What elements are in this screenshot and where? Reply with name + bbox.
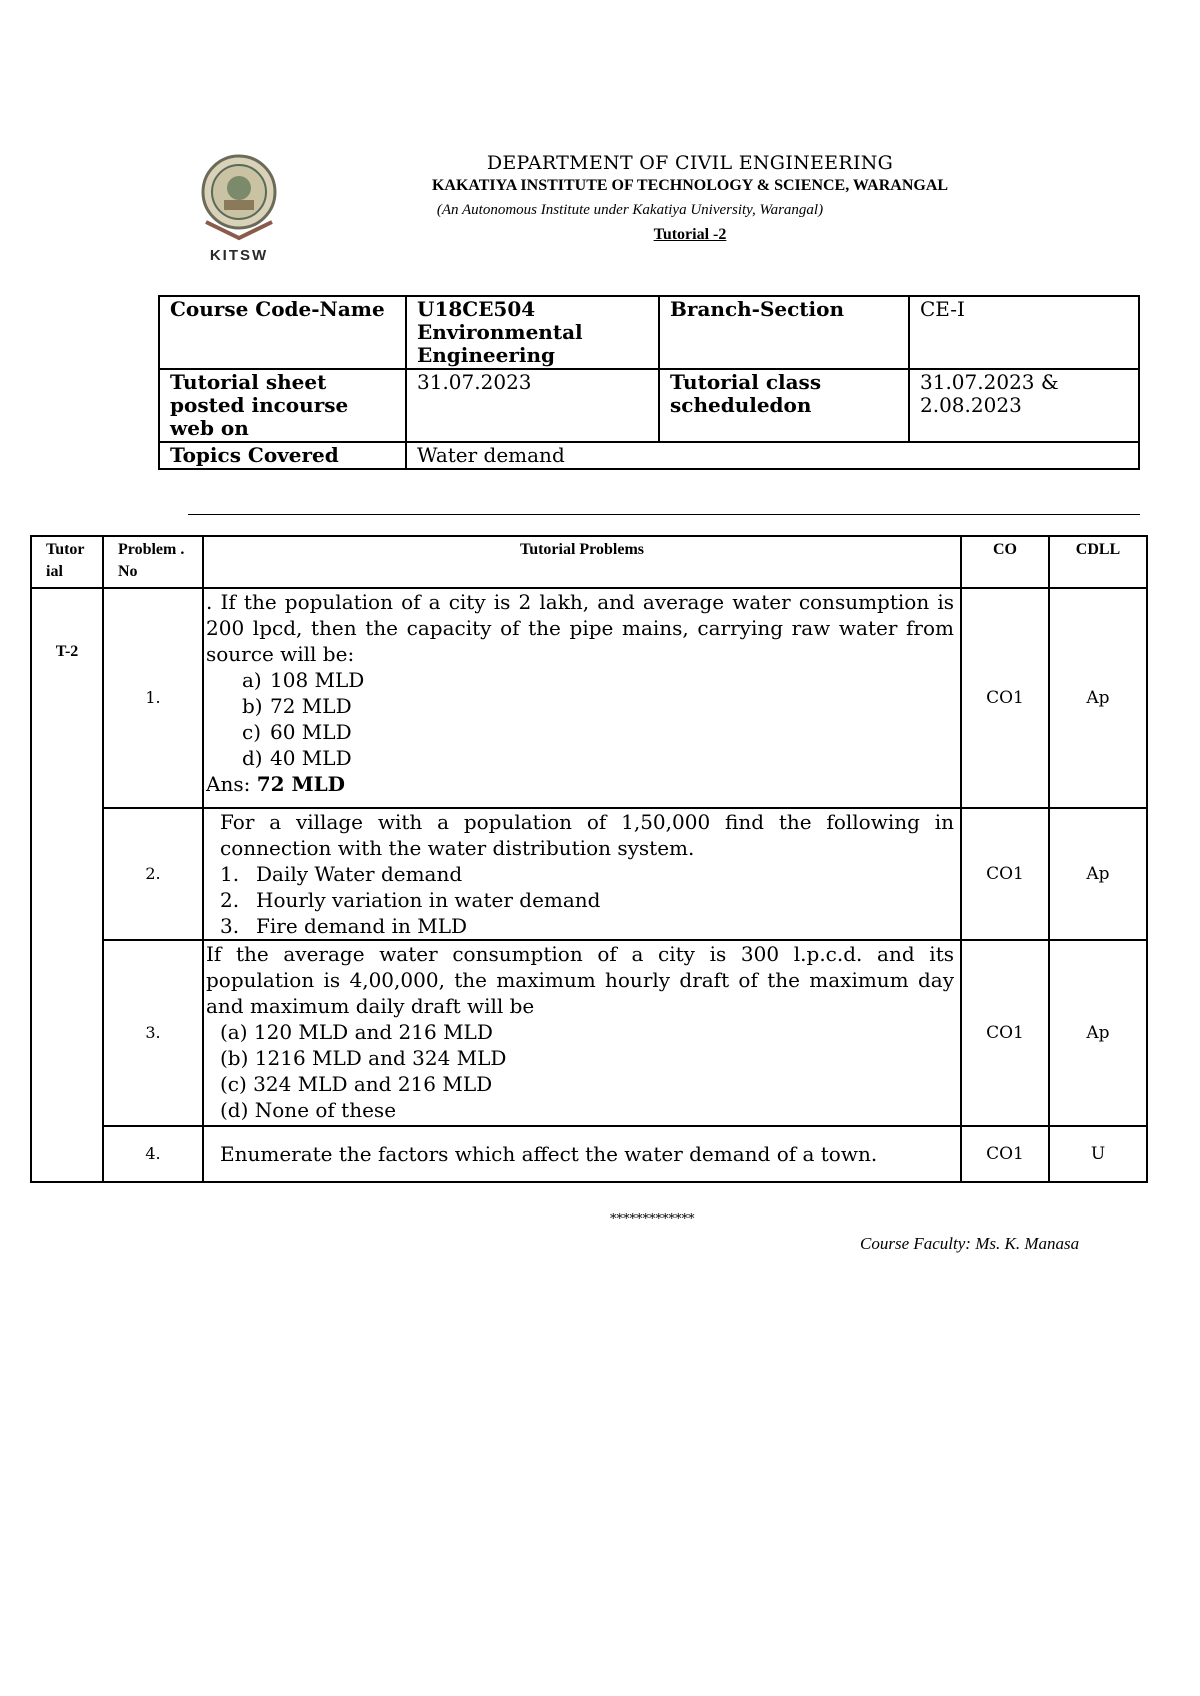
co-value: CO1 (961, 588, 1049, 808)
list-item: (a) 120 MLD and 216 MLD (220, 1020, 493, 1044)
department-name: DEPARTMENT OF CIVIL ENGINEERING (486, 152, 894, 174)
list-item: c) 60 MLD (242, 720, 352, 744)
course-label: Course Code-Name (159, 296, 406, 369)
problem-text (203, 1126, 961, 1182)
co-value: CO1 (961, 1126, 1049, 1182)
list-item: 1. Daily Water demand (220, 862, 463, 886)
kitsw-logo (196, 152, 282, 264)
problem-number: 3. (103, 940, 203, 1126)
table-row (31, 1126, 1147, 1182)
cdll-value: Ap (1049, 940, 1147, 1126)
header-tutorial: Tutor ial (31, 536, 103, 588)
list-item: b) 72 MLD (242, 694, 352, 718)
divider-line (188, 514, 1140, 515)
class-value: 31.07.2023 & 2.08.2023 (909, 369, 1139, 442)
posted-label: Tutorial sheet posted incourse web on (159, 369, 406, 442)
list-item: (b) 1216 MLD and 324 MLD (220, 1046, 507, 1070)
problems-table (30, 535, 1148, 1183)
cdll-value: Ap (1049, 808, 1147, 940)
problem-statement: . If the population of a city is 2 lakh, and average water consumption is 200 lpcd, then the capacity of the pipe mains, carrying raw water from source will be: (206, 590, 954, 666)
header-problem-no: Problem . No (103, 536, 203, 588)
table-row (31, 588, 1147, 808)
course-faculty: Course Faculty: Ms. K. Manasa (860, 1234, 1080, 1253)
topics-value: Water demand (406, 442, 1139, 469)
logo-text: KITSW (209, 247, 269, 264)
course-info-table (158, 295, 1140, 470)
header-co: CO (961, 536, 1049, 588)
list-item: 3. Fire demand in MLD (220, 914, 468, 938)
option-list (206, 667, 954, 771)
table-row (31, 940, 1147, 1126)
tutorial-title: Tutorial -2 (653, 226, 727, 243)
problem-number: 1. (103, 588, 203, 808)
list-item: 2. Hourly variation in water demand (220, 888, 601, 912)
list-item: a) 108 MLD (242, 668, 365, 692)
list-item: (d) None of these (220, 1098, 397, 1122)
table-row (31, 808, 1147, 940)
topics-label: Topics Covered (159, 442, 406, 469)
problem-statement: For a village with a population of 1,50,000 find the following in connection with the water distribution system. (220, 810, 954, 860)
header-problems: Tutorial Problems (203, 536, 961, 588)
answer: Ans: 72 MLD (206, 772, 346, 796)
problem-number: 2. (103, 808, 203, 940)
institute-name: KAKATIYA INSTITUTE OF TECHNOLOGY & SCIENCE, WARANGAL (431, 177, 949, 194)
branch-value: CE-I (909, 296, 1139, 369)
problem-statement: Enumerate the factors which affect the water demand of a town. (220, 1142, 878, 1166)
co-value: CO1 (961, 808, 1049, 940)
header-cdll: CDLL (1049, 536, 1147, 588)
problem-number: 4. (103, 1126, 203, 1182)
autonomous-note: (An Autonomous Institute under Kakatiya University, Warangal) (436, 202, 824, 218)
problem-text (203, 940, 961, 1126)
tutorial-id: T-2 (31, 588, 103, 1182)
list-item: (c) 324 MLD and 216 MLD (220, 1072, 493, 1096)
problem-text (203, 588, 961, 808)
cdll-value: Ap (1049, 588, 1147, 808)
problem-statement: If the average water consumption of a city is 300 l.p.c.d. and its population is 4,00,000, the maximum hourly draft of the maximum day and maximum daily draft will be (206, 942, 954, 1018)
cdll-value: U (1049, 1126, 1147, 1182)
branch-label: Branch-Section (659, 296, 909, 369)
item-list (206, 861, 954, 939)
problem-text (203, 808, 961, 940)
course-value: U18CE504 Environmental Engineering (406, 296, 659, 369)
posted-value: 31.07.2023 (406, 369, 659, 442)
list-item: d) 40 MLD (242, 746, 352, 770)
co-value: CO1 (961, 940, 1049, 1126)
class-label: Tutorial class scheduledon (659, 369, 909, 442)
end-stars: ************* (610, 1212, 695, 1227)
